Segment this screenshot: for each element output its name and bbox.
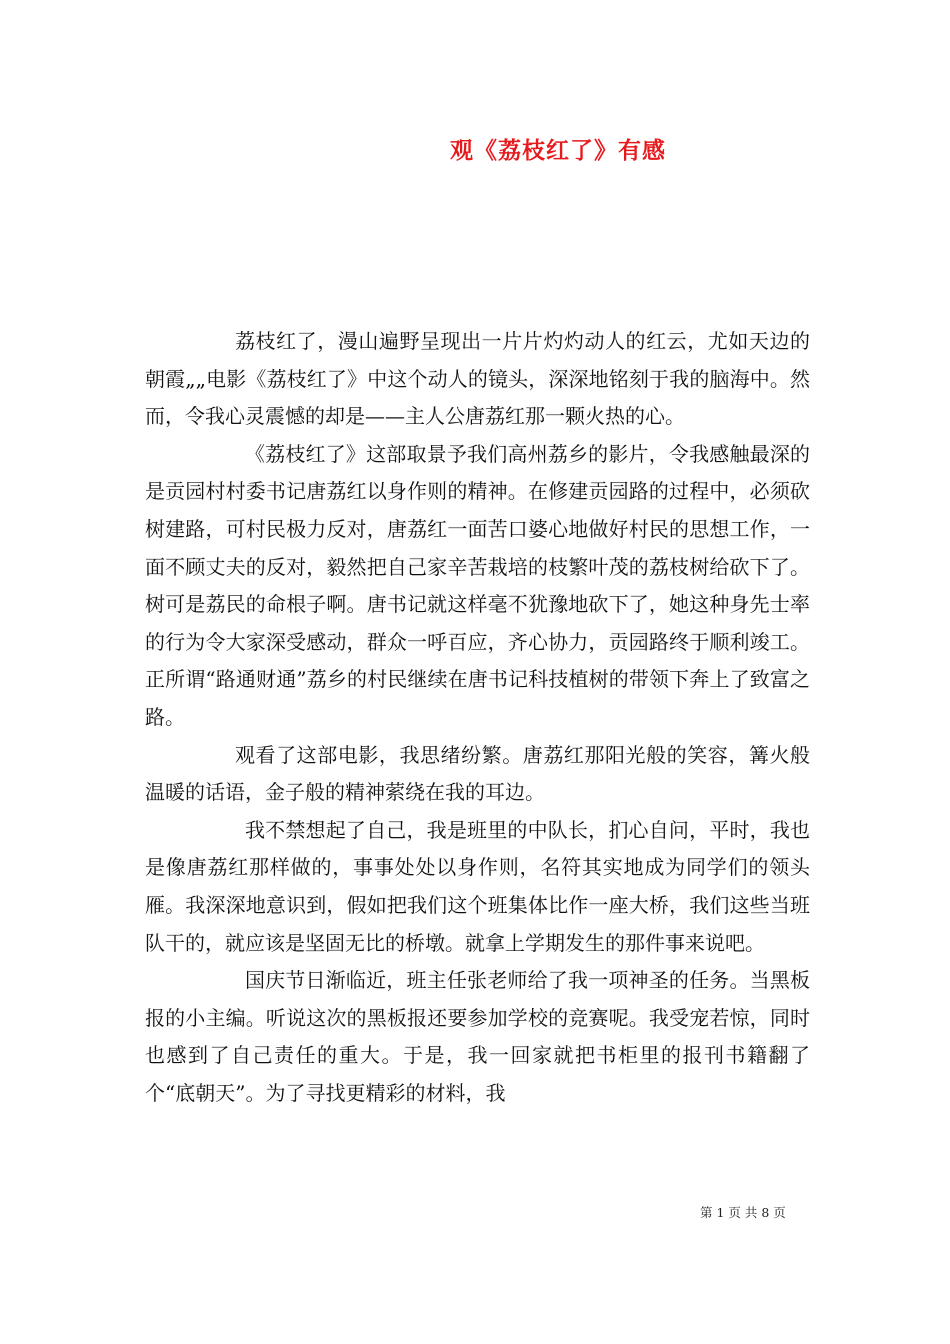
paragraph-2: 《荔枝红了》这部取景予我们高州荔乡的影片，令我感触最深的是贡园村村委书记唐荔红以身作则的精神。在修建贡园路的过程中，必须砍树建路，可村民极力反对，唐荔红一面苦口婆心地做好村民的思想工作，一面不顾丈夫的反对，毅然把自己家辛苦栽培的枝繁叶茂的荔枝树给砍下了。树可是荔民的命根子啊。唐书记就这样毫不犹豫地砍下了，她这种身先士率的行为令大家深受感动，群众一呼百应，齐心协力，贡园路终于顺利竣工。正所谓“路通财通”荔乡的村民继续在唐书记科技植树的带领下奔上了致富之路。 — [145, 441, 810, 729]
page-footer: 第 1 页 共 8 页 — [700, 1205, 786, 1220]
document-title: 观《荔枝红了》有感 — [450, 137, 666, 164]
paragraph-1: 荔枝红了，漫山遍野呈现出一片片灼灼动人的红云，尤如天边的朝霞„„电影《荔枝红了》中这个动人的镜头，深深地铭刻于我的脑海中。然而，令我心灵震憾的却是——主人公唐荔红那一颗火热的心。 — [145, 329, 810, 429]
paragraph-5: 国庆节日渐临近，班主任张老师给了我一项神圣的任务。当黑板报的小主编。听说这次的黑板报还要参加学校的竞赛呢。我受宠若惊，同时也感到了自己责任的重大。于是，我一回家就把书柜里的报刊书籍翻了个“底朝天”。为了寻找更精彩的材料，我 — [145, 968, 810, 1105]
document-body — [145, 323, 810, 1112]
paragraph-4: 我不禁想起了自己，我是班里的中队长，扪心自问，平时，我也是像唐荔红那样做的，事事处处以身作则，名符其实地成为同学们的领头雁。我深深地意识到，假如把我们这个班集体比作一座大桥，我们这些当班队干的，就应该是坚固无比的桥墩。就拿上学期发生的那件事来说吧。 — [145, 817, 810, 955]
paragraph-3: 观看了这部电影，我思绪纷繁。唐荔红那阳光般的笑容，篝火般温暖的话语，金子般的精神萦绕在我的耳边。 — [145, 742, 810, 805]
